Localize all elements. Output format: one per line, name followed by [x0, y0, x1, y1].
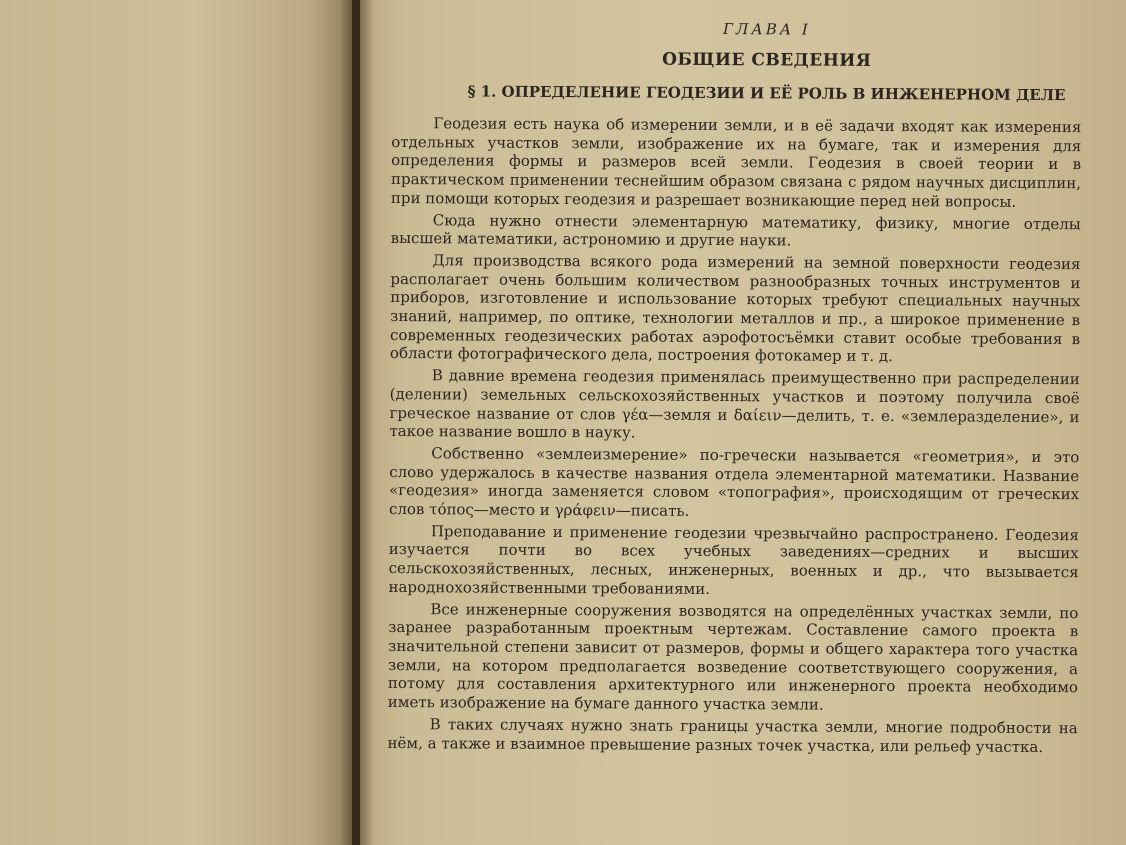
- left-page-blank: [0, 0, 352, 845]
- paragraph: Собственно «землеизмерение» по-гречески называется «геометрия», и это слово удержалось в качестве названия отдела элементарной математики. Название «геодезия» иногда заменяется словом «топография», происходящим от греческих слов τόπος—место и γράφειν—писать.: [388, 444, 1080, 520]
- section-heading: § 1. ОПРЕДЕЛЕНИЕ ГЕОДЕЗИИ И ЕЁ РОЛЬ В ИНЖЕНЕРНОМ ДЕЛЕ: [467, 82, 1066, 105]
- paragraph: Геодезия есть наука об измерении земли, и в её задачи входят как измерения отдельных участков земли, изображение их на бумаге, так и измерения для определения формы и размеров всей земли. Геодезия в своей теории и в практическом применении теснейшим образом связана с рядом научных дисциплин, при помощи которых геодезия и разрешает возникающие перед ней вопросы.: [390, 114, 1082, 211]
- paragraph: Преподавание и применение геодезии чрезвычайно распространено. Геодезия изучается почти во всех учебных заведениях—средних и высших сельскохозяйственных, лесных, инженерных, военных и др., что вызывается народнохозяйственными требованиями.: [388, 522, 1079, 598]
- chapter-title: ОБЩИЕ СВЕДЕНИЯ: [662, 49, 872, 71]
- book-gutter-shadow: [340, 0, 374, 845]
- paragraph: В таких случаях нужно знать границы участка земли, многие подробности на нём, а также и взаимное превышение разных точек участка, или рельеф участка.: [387, 715, 1078, 756]
- page-content: [387, 18, 1081, 759]
- paragraph: Для производства всякого рода измерений на земной поверхности геодезия располагает очень большим количеством разнообразных точных инструментов и приборов, изготовление и использование которых требуют специальных научных знаний, например, по оптике, технологии металлов и пр., а широкое применение в современных геодезических работах аэрофотосъёмки ставит особые требования в области фотографического дела, построения фотокамер и т. д.: [389, 251, 1081, 366]
- paragraph: Сюда нужно отнести элементарную математику, физику, многие отделы высшей математики, астрономию и другие науки.: [390, 210, 1081, 250]
- paragraph: В давние времена геодезия применялась преимущественно при распределении (делении) земельных сельскохозяйственных участков и поэтому получила своё греческое название от слов γέα—земля и δαίειν—делить, т. е. «землеразделение», и такое название вошло в науку.: [389, 366, 1080, 442]
- paragraph: Все инженерные сооружения возводятся на определённых участках земли, по заранее разработанным проектным чертежам. Составление самого проекта в значительной степени зависит от размеров, формы и общего характера того участка земли, на котором предполагается возведение соответствующего сооружения, а потому для составления архитектурного или инженерного проекта необходимо иметь изображение на бумаге данного участка земли.: [387, 599, 1079, 714]
- chapter-heading: ГЛАВА I: [722, 20, 811, 39]
